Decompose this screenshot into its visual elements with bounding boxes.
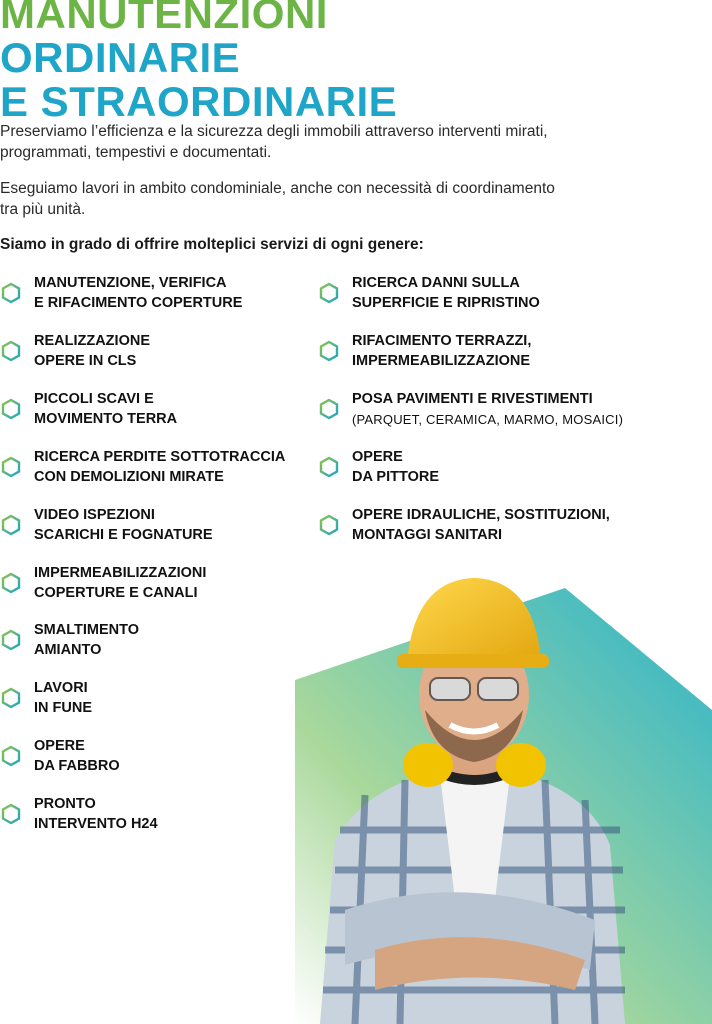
title-line-1: MANUTENZIONI — [0, 0, 328, 37]
service-text — [34, 621, 139, 660]
services-subtitle: Siamo in grado di offrire molteplici servizi di ogni genere: — [0, 236, 424, 253]
service-item — [0, 621, 139, 660]
helmet-icon — [407, 578, 541, 662]
service-line-2: MONTAGGI SANITARI — [352, 526, 503, 543]
service-line-2: SCARICHI E FOGNATURE — [34, 526, 213, 543]
service-line-2: AMIANTO — [34, 641, 102, 658]
service-line-1: IMPERMEABILIZZAZIONI — [34, 565, 207, 581]
title-line-3: E STRAORDINARIE — [0, 78, 398, 125]
service-text — [352, 390, 623, 429]
service-text — [352, 332, 531, 371]
hexagon-bullet-icon — [0, 340, 22, 362]
service-line-2: (PARQUET, CERAMICA, MARMO, MOSAICI) — [352, 411, 624, 427]
service-item — [0, 448, 285, 487]
hexagon-bullet-icon — [318, 514, 340, 536]
page-title — [0, 0, 397, 124]
service-line-2: E RIFACIMENTO COPERTURE — [34, 294, 243, 311]
service-text — [34, 564, 206, 603]
service-line-1: RICERCA PERDITE SOTTOTRACCIA — [34, 449, 286, 465]
service-line-1: RICERCA DANNI SULLA — [352, 275, 520, 291]
service-line-1: POSA PAVIMENTI E RIVESTIMENTI — [352, 391, 593, 407]
hexagon-bullet-icon — [0, 572, 22, 594]
intro-paragraph-2: Eseguiamo lavori in ambito condominiale, anche con necessità di coordinamento tra più unità. — [0, 180, 555, 218]
intro-paragraph-1: Preserviamo l’efficienza e la sicurezza degli immobili attraverso interventi mirati, programmati, tempestivi e documentati. — [0, 123, 548, 161]
service-text — [352, 274, 540, 313]
service-text — [34, 679, 92, 718]
service-item — [318, 448, 439, 487]
service-item — [0, 679, 92, 718]
service-item — [318, 390, 623, 429]
service-line-2: DA PITTORE — [352, 468, 440, 485]
service-item — [0, 564, 206, 603]
service-line-1: REALIZZAZIONE — [34, 333, 150, 349]
service-item — [0, 737, 120, 776]
service-text — [34, 448, 285, 487]
hexagon-bullet-icon — [318, 340, 340, 362]
service-text — [34, 737, 120, 776]
service-text — [34, 332, 150, 371]
hexagon-bullet-icon — [0, 803, 22, 825]
service-line-2: IMPERMEABILIZZAZIONE — [352, 352, 531, 369]
service-item — [318, 332, 531, 371]
service-line-2: IN FUNE — [34, 699, 92, 716]
hexagon-bullet-icon — [318, 456, 340, 478]
service-line-2: OPERE IN CLS — [34, 352, 137, 369]
service-item — [0, 274, 242, 313]
service-line-1: RIFACIMENTO TERRAZZI, — [352, 333, 532, 349]
hexagon-bullet-icon — [0, 282, 22, 304]
hexagon-bullet-icon — [0, 629, 22, 651]
service-line-1: SMALTIMENTO — [34, 622, 139, 638]
service-line-2: CON DEMOLIZIONI MIRATE — [34, 468, 224, 485]
hexagon-bullet-icon — [0, 745, 22, 767]
service-text — [34, 274, 242, 313]
service-line-1: OPERE — [34, 738, 85, 754]
service-line-2: DA FABBRO — [34, 757, 120, 774]
title-line-2: ORDINARIE — [0, 34, 241, 81]
service-item — [0, 506, 213, 545]
service-text — [352, 448, 439, 487]
hexagon-bullet-icon — [318, 282, 340, 304]
service-item — [0, 332, 150, 371]
hexagon-bullet-icon — [0, 514, 22, 536]
service-line-1: OPERE — [352, 449, 403, 465]
service-line-1: PICCOLI SCAVI E — [34, 391, 154, 407]
service-line-1: OPERE IDRAULICHE, SOSTITUZIONI, — [352, 507, 610, 523]
service-line-2: SUPERFICIE E RIPRISTINO — [352, 294, 540, 311]
service-line-1: VIDEO ISPEZIONI — [34, 507, 155, 523]
hexagon-bullet-icon — [0, 456, 22, 478]
hexagon-bullet-icon — [318, 398, 340, 420]
service-line-2: INTERVENTO H24 — [34, 815, 158, 832]
service-text — [34, 506, 213, 545]
service-item — [318, 274, 540, 313]
service-item — [0, 390, 177, 429]
worker-photo — [225, 570, 712, 1024]
service-item — [318, 506, 610, 545]
service-line-1: LAVORI — [34, 680, 88, 696]
service-text — [352, 506, 610, 545]
service-text — [34, 390, 177, 429]
service-item — [0, 795, 158, 834]
service-line-1: PRONTO — [34, 796, 96, 812]
hexagon-bullet-icon — [0, 687, 22, 709]
service-line-2: COPERTURE E CANALI — [34, 584, 198, 601]
service-text — [34, 795, 158, 834]
hexagon-bullet-icon — [0, 398, 22, 420]
service-line-2: MOVIMENTO TERRA — [34, 410, 178, 427]
service-line-1: MANUTENZIONE, VERIFICA — [34, 275, 227, 291]
